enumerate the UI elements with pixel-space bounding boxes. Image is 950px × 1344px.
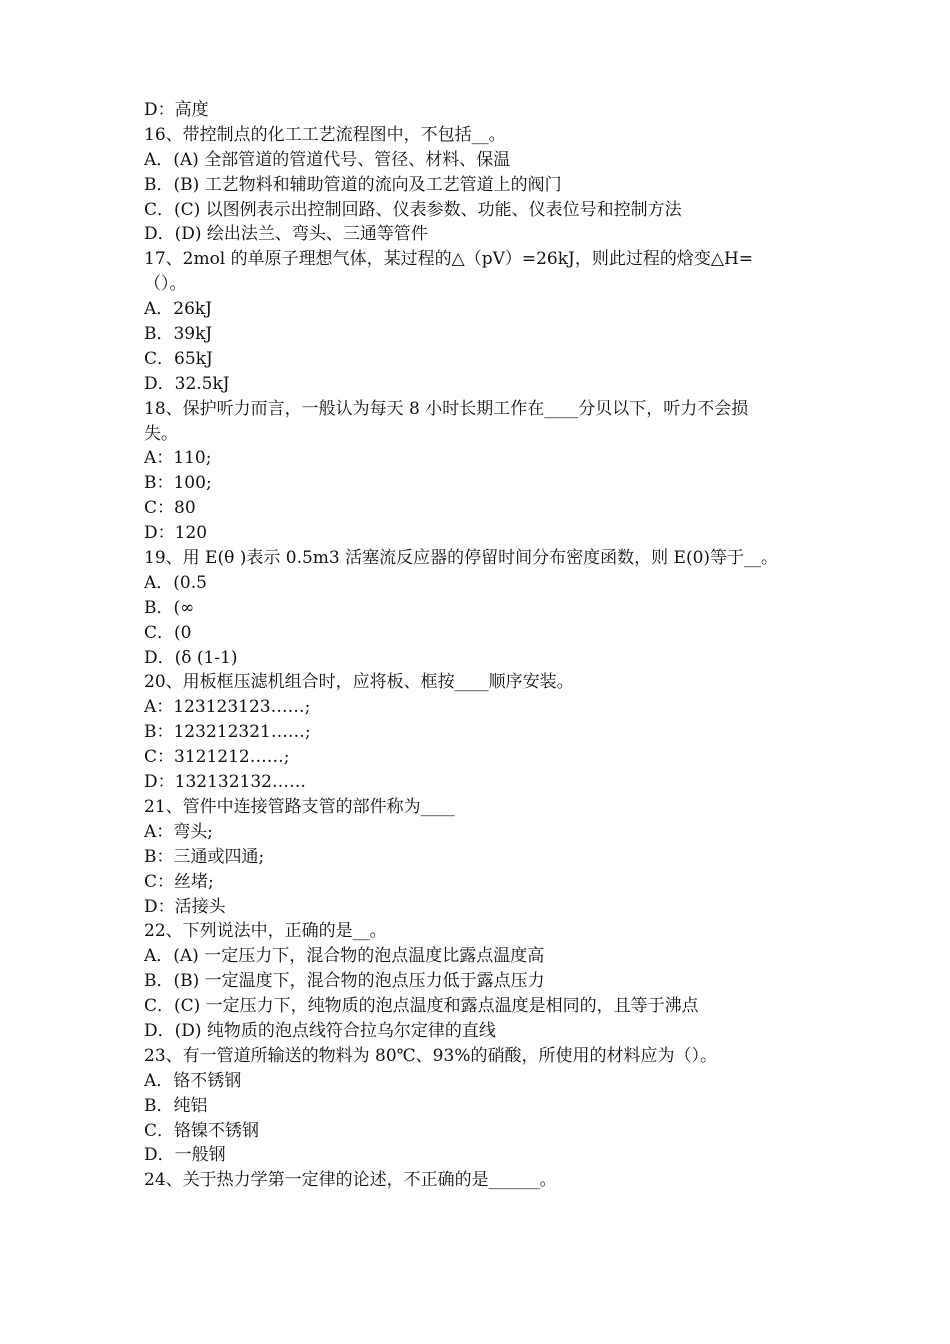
option-line: C：80 <box>144 498 196 519</box>
option-line: A：110; <box>144 448 212 469</box>
option-line: A．(0.5 <box>144 572 207 593</box>
option-line: B：123212321……; <box>144 722 311 743</box>
question-21: 21、管件中连接管路支管的部件称为____ <box>144 796 455 817</box>
option-line: D：活接头 <box>144 896 226 917</box>
option-line: C．铬镍不锈钢 <box>144 1120 260 1141</box>
option-line: B：三通或四通; <box>144 846 265 867</box>
option-line: B．39kJ <box>144 324 213 345</box>
option-line: D：132132132…… <box>144 772 306 793</box>
question-17-continued: （）。 <box>144 274 187 295</box>
question-18: 18、保护听力而言，一般认为每天 8 小时长期工作在____分贝以下，听力不会损 <box>144 398 749 419</box>
option-line: B．纯铝 <box>144 1095 208 1116</box>
option-line: B．(B) 一定温度下，混合物的泡点压力低于露点压力 <box>144 971 545 992</box>
option-line: D．(D) 绘出法兰、弯头、三通等管件 <box>144 224 428 245</box>
option-line: B．(B) 工艺物料和辅助管道的流向及工艺管道上的阀门 <box>144 174 562 195</box>
option-line: A：123123123……; <box>144 697 311 718</box>
option-line: A．26kJ <box>144 299 213 320</box>
option-line: D：高度 <box>144 100 209 120</box>
question-17: 17、2mol 的单原子理想气体，某过程的△（pV）=26kJ，则此过程的焓变△H= <box>144 249 754 270</box>
option-line: B：100; <box>144 473 212 494</box>
option-line: D．32.5kJ <box>144 373 230 394</box>
option-line: A．(A) 一定压力下，混合物的泡点温度比露点温度高 <box>144 946 545 967</box>
question-23: 23、有一管道所输送的物料为 80℃、93%的硝酸，所使用的材料应为（）。 <box>144 1045 717 1066</box>
question-18-continued: 失。 <box>144 423 178 444</box>
option-line: B．(∞ <box>144 597 195 618</box>
question-20: 20、用板框压滤机组合时，应将板、框按____顺序安装。 <box>144 672 574 693</box>
question-22: 22、下列说法中，正确的是__。 <box>144 921 387 942</box>
option-line: C．(C) 以图例表示出控制回路、仪表参数、功能、仪表位号和控制方法 <box>144 199 682 220</box>
option-line: C：3121212……; <box>144 747 290 768</box>
option-line: D：120 <box>144 523 208 544</box>
option-line: D．(D) 纯物质的泡点线符合拉乌尔定律的直线 <box>144 1020 496 1041</box>
option-line: A．(A) 全部管道的管道代号、管径、材料、保温 <box>144 149 511 170</box>
question-19: 19、用 E(θ )表示 0.5m3 活塞流反应器的停留时间分布密度函数，则 E(0)等于__。 <box>144 548 779 569</box>
option-line: A．铬不锈钢 <box>144 1070 242 1091</box>
question-24: 24、关于热力学第一定律的论述，不正确的是______。 <box>144 1170 557 1191</box>
option-line: C．(0 <box>144 622 192 643</box>
option-line: A：弯头; <box>144 821 214 842</box>
option-line: C．65kJ <box>144 348 213 369</box>
option-line: C：丝堵; <box>144 871 214 892</box>
document-body <box>144 98 814 1193</box>
question-16: 16、带控制点的化工工艺流程图中，不包括__。 <box>144 124 506 145</box>
option-line: D．一般钢 <box>144 1145 226 1166</box>
option-line: C．(C) 一定压力下，纯物质的泡点温度和露点温度是相同的，且等于沸点 <box>144 996 699 1017</box>
option-line: D．(δ (1-1) <box>144 647 238 668</box>
